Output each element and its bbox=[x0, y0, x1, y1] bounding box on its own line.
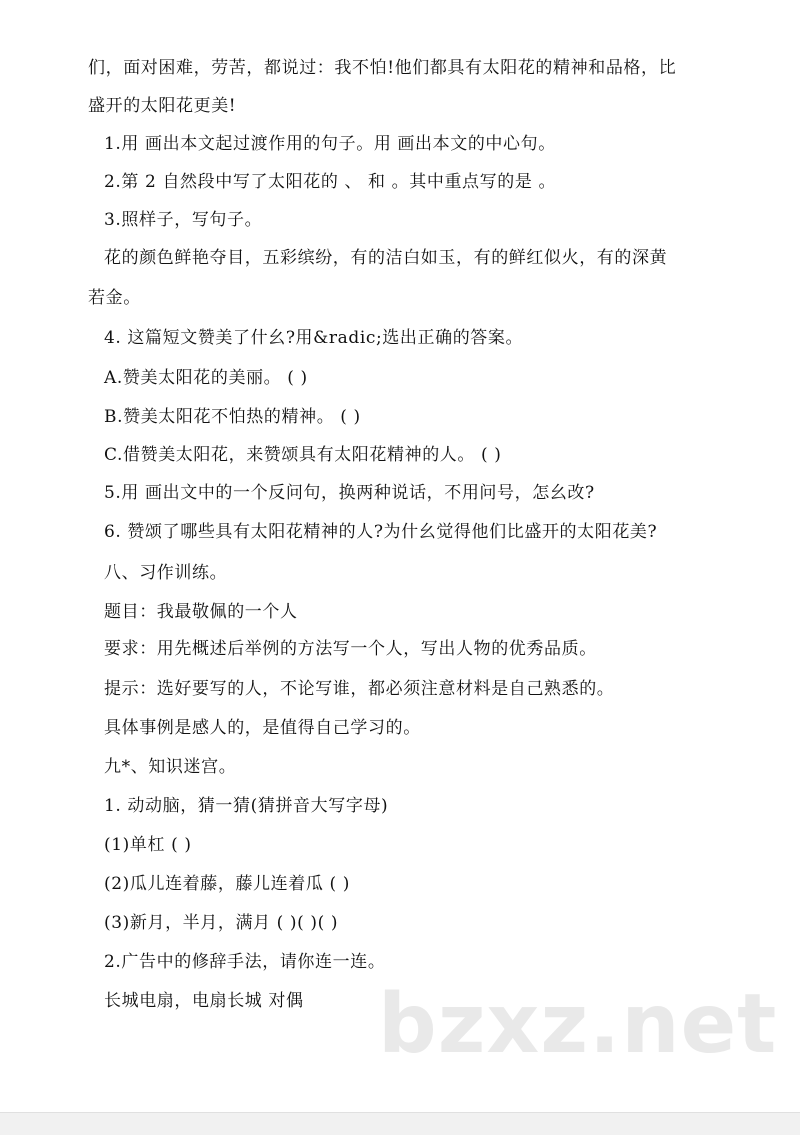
puzzle-2-item-1: 长城电扇，电扇长城 对偶 bbox=[104, 991, 304, 1011]
example-sentence-line-2: 若金。 bbox=[88, 288, 141, 308]
question-3: 3.照样子，写句子。 bbox=[104, 210, 263, 230]
question-1: 1.用 画出本文起过渡作用的句子。用 画出本文的中心句。 bbox=[104, 134, 556, 154]
question-6: 6. 赞颂了哪些具有太阳花精神的人?为什幺觉得他们比盛开的太阳花美? bbox=[104, 522, 658, 542]
essay-requirement: 要求：用先概述后举例的方法写一个人，写出人物的优秀品质。 bbox=[104, 639, 597, 659]
section-eight-heading: 八、习作训练。 bbox=[104, 563, 228, 583]
section-nine-heading: 九*、知识迷宫。 bbox=[104, 757, 237, 777]
puzzle-1-item-3: (3)新月，半月，满月 ( )( )( ) bbox=[104, 913, 339, 933]
essay-hint-continued: 具体事例是感人的，是值得自己学习的。 bbox=[104, 718, 421, 738]
watermark: bzxz.net bbox=[378, 977, 778, 1072]
page-bottom-band bbox=[0, 1112, 800, 1135]
text-line-1: 们，面对困难，劳苦，都说过：我不怕!他们都具有太阳花的精神和品格，比 bbox=[88, 58, 677, 78]
question-5: 5.用 画出文中的一个反问句，换两种说话，不用问号，怎幺改? bbox=[104, 483, 595, 503]
essay-hint: 提示：选好要写的人，不论写谁，都必须注意材料是自己熟悉的。 bbox=[104, 679, 615, 699]
essay-title: 题目：我最敬佩的一个人 bbox=[104, 602, 298, 622]
option-a: A.赞美太阳花的美丽。 ( ) bbox=[104, 368, 308, 388]
option-b: B.赞美太阳花不怕热的精神。 ( ) bbox=[104, 407, 361, 427]
option-c: C.借赞美太阳花，来赞颂具有太阳花精神的人。 ( ) bbox=[104, 445, 502, 465]
question-4: 4. 这篇短文赞美了什幺?用&radic;选出正确的答案。 bbox=[104, 328, 524, 348]
question-2: 2.第 2 自然段中写了太阳花的 、 和 。其中重点写的是 。 bbox=[104, 172, 557, 192]
puzzle-1-item-1: (1)单杠 ( ) bbox=[104, 835, 192, 855]
puzzle-2-heading: 2.广告中的修辞手法，请你连一连。 bbox=[104, 952, 386, 972]
puzzle-1-heading: 1. 动动脑，猜一猜(猜拼音大写字母) bbox=[104, 796, 389, 816]
text-line-2: 盛开的太阳花更美! bbox=[88, 96, 237, 116]
puzzle-1-item-2: (2)瓜儿连着藤，藤儿连着瓜 ( ) bbox=[104, 874, 350, 894]
example-sentence-line-1: 花的颜色鲜艳夺目，五彩缤纷，有的洁白如玉，有的鲜红似火，有的深黄 bbox=[104, 248, 668, 268]
